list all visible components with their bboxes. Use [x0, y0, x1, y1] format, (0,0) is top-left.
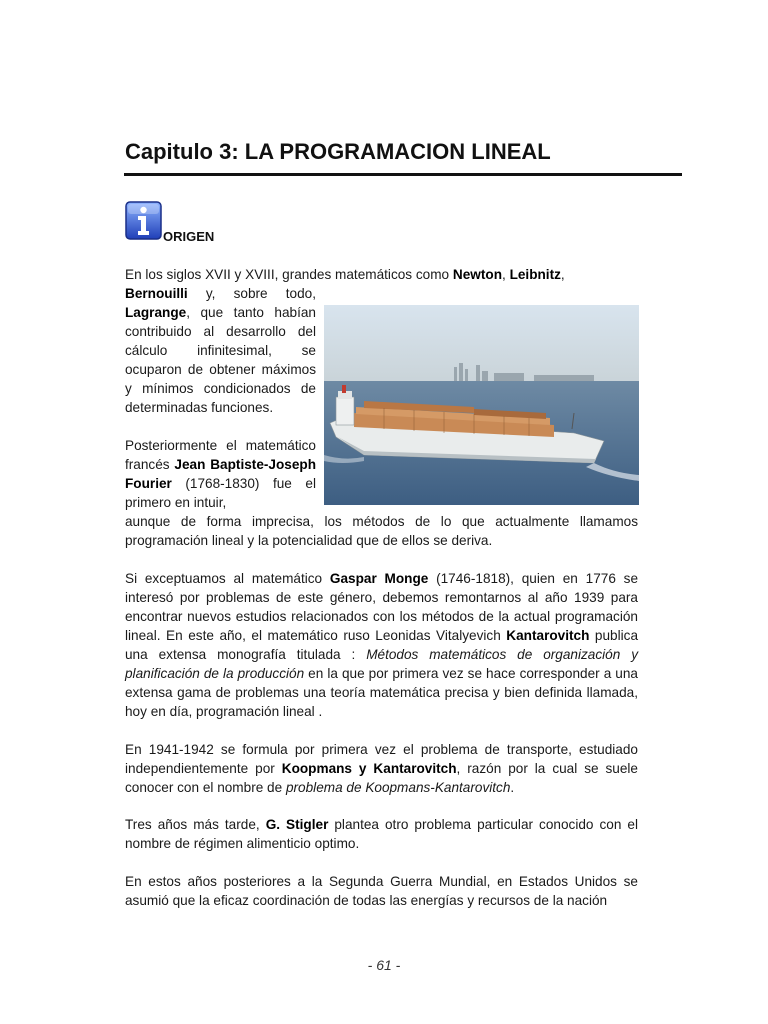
name-monge: Gaspar Monge: [329, 571, 429, 586]
paragraph-4: [125, 740, 638, 797]
text-run: (1768-1830) fue el primero en intuir,: [125, 476, 316, 510]
paragraph-5: [125, 815, 638, 853]
info-icon: [125, 201, 162, 240]
title-rule: [124, 173, 682, 176]
text-run: Si exceptuamos al matemático: [125, 571, 330, 586]
paragraph-6: En estos años posteriores a la Segunda Guerra Mundial, en Estados Unidos se asumió que la eficaz coordinación de todas las energías y recursos de la nación: [125, 874, 638, 908]
chapter-title: Capitulo 3: LA PROGRAMACION LINEAL: [125, 139, 551, 164]
name-fourier: Jean Baptiste-Joseph Fourier: [125, 457, 316, 491]
text-run: Posteriormente el matemático francés: [125, 438, 316, 472]
section-label: ORIGEN: [163, 229, 215, 244]
name-kantorovitch: Kantarovitch: [506, 628, 590, 643]
text-run: ,: [502, 267, 510, 282]
name-leibnitz: Leibnitz: [509, 267, 561, 282]
names-koopmans-kantarovitch: Koopmans y Kantarovitch: [281, 761, 457, 776]
book-title: Métodos matemáticos de organización y planificación de la producción: [125, 647, 638, 681]
name-lagrange: Lagrange: [125, 305, 187, 320]
page-number: - 61 -: [367, 957, 401, 973]
text-run: y, sobre todo,: [187, 286, 316, 301]
paragraph-1-body: [125, 284, 316, 417]
name-newton: Newton: [452, 267, 502, 282]
name-bernouilli: Bernouilli: [125, 286, 188, 301]
text-run: (1746-1818), quien en 1776 se interesó por problemas de este género, debemos remontarnos al año 1939 para encontrar nuevos estudios relacionados con los métodos de la actual programación lineal. En este año, el matemático ruso Leonidas Vitalyevich: [125, 571, 639, 643]
text-run: plantea otro problema particular conocido con el nombre de régimen alimenticio optimo.: [125, 817, 638, 851]
text-run: En los siglos XVII y XVIII, grandes matemáticos como: [125, 267, 453, 282]
text-run: .: [510, 780, 515, 795]
text-run: ,: [560, 267, 565, 282]
cargo-ship-photo: [324, 305, 639, 505]
text-run: en la que por primera vez se hace corresponder a una extensa gama de problemas una teoría matemática precisa y bien definida llamada, hoy en día, programación lineal .: [125, 666, 638, 719]
text-run: En 1941-1942 se formula por primera vez el problema de transporte, estudiado independientemente por: [125, 742, 638, 776]
text-run: , razón por la cual se suele conocer con el nombre de: [125, 761, 638, 795]
text-run: Tres años más tarde,: [125, 817, 266, 832]
paragraph-2-continuation: aunque de forma imprecisa, los métodos de lo que actualmente llamamos programación lineal y la potencialidad que de ellos se deriva.: [125, 514, 638, 548]
paragraph-3: [125, 569, 638, 721]
name-stigler: G. Stigler: [265, 817, 329, 832]
problem-name: problema de Koopmans-Kantarovitch: [285, 780, 511, 795]
text-run: publica una extensa monografía titulada :: [125, 628, 639, 662]
paragraph-2-body: [125, 436, 316, 512]
text-run: , que tanto habían contribuido al desarrollo del cálculo infinitesimal, se ocuparon de obtener máximos y mínimos condicionados de determinadas funciones.: [125, 305, 316, 415]
paragraph-1-line-1: [125, 265, 638, 284]
